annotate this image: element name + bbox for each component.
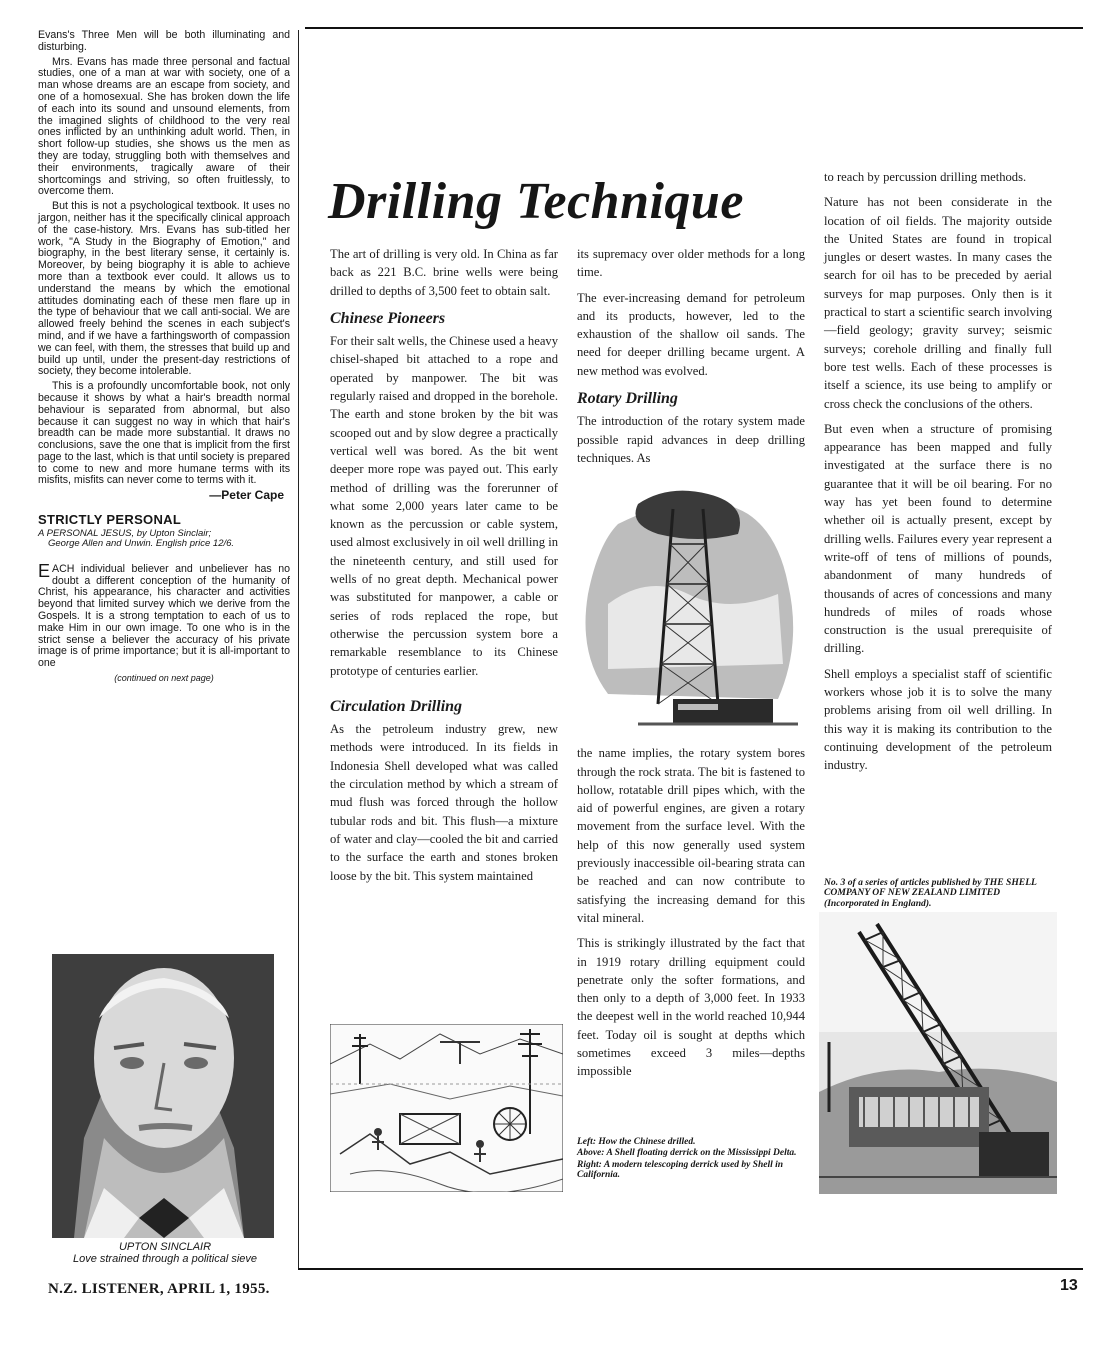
article-paragraph: the name implies, the rotary system bores through the rock strata. The bit is fastened to hollow, rotatable drill pipes which, with the aid of powerful engines, are given a rotary movement from the surface level. With the help of this now generally used system previously inaccessible oil-bearing strata can be reached and can now contribute to satisfying the increasing demand for this vital mineral.	[577, 746, 805, 925]
chinese-drilling-illustration	[330, 1024, 563, 1192]
article-column-3	[824, 168, 1052, 782]
portrait-caption-subtitle: Love strained through a political sieve	[72, 1253, 258, 1265]
floating-derrick-photo	[578, 484, 802, 744]
review-paragraph: This is a profoundly uncomfortable book, not only because it shows by what a hair's breadth normal behaviour is separated from abnormal, but also because it can suggest no way in which that hair's breadth can be made more substantial. It draws no conclusions, save the one that is implicit from the first page to the last, which is that until society is prepared to come to new and more humane terms with its misfits, misfits can never come to terms with it.	[38, 380, 290, 487]
photo-captions	[577, 1137, 807, 1181]
subheading-rotary-drilling: Rotary Drilling	[577, 390, 678, 408]
caption-label: Above:	[577, 1148, 605, 1159]
drop-cap: E	[38, 560, 51, 581]
article-paragraph: The ever-increasing demand for petroleum and its products, however, led to the exhaustion of the shallow oil sands. The need for deeper drilling became urgent. A new method was evolved.	[577, 290, 805, 378]
article-paragraph: As the petroleum industry grew, new methods were introduced. In its fields in Indonesia Shell developed what was called the circulation method by which a stream of mud flush was forced through the hollow tubular rods and bit. This flush—a mixture of water and clay—cooled the bit and carried to the surface the earth and stones broken loose by the bit. This system maintained	[330, 722, 558, 883]
article-paragraph: Shell employs a specialist staff of scientific workers whose job it is to solve the many problems arising from oil well drilling. In this way it is making its contribution to the continuing development of the petroleum industry.	[824, 666, 1052, 773]
review-paragraph: But this is not a psychological textbook. It uses no jargon, neither has it the specifically clinical approach of the case-history. Mrs. Evans has sub-titled her work, "A Study in the Biography of Emotion," and biography, in the best literary sense, it certainly is. Moreover, by being biography it is able to achieve more than a textbook ever could. It allows us to understand the means by which the emotional attitudes dominating each of these men flare up in the type of behaviour that we call anti-social. We are allowed freely behind the scenes in each subject's mind, and if we have a farthingsworth of compassion we can feel, with them, the stresses that build up and build up until, under the present-day restrictions of society, they become intolerable.	[38, 200, 290, 378]
series-note: No. 3 of a series of articles published by THE SHELL COMPANY OF NEW ZEALAND LIMITED (Incorporated in England).	[824, 877, 1037, 909]
article-column-1	[330, 245, 558, 892]
article-paragraph: to reach by percussion drilling methods.	[824, 170, 1027, 184]
bottom-rule	[298, 1268, 1083, 1270]
review-paragraph: Mrs. Evans has made three personal and factual studies, one of a man at war with society, one of a man whose dreams are an escape from society, and one of a homosexual. She has broken down the life of each into its sound and unsound elements, from the imagined slights of childhood to the very real ones inflicted by an unthinking adult world. Then, in short follow-up studies, she shows us the men as they are today, struggling both with themselves and their environments, tragically aware of their shortcomings and striving, so often fruitlessly, to overcome them.	[38, 55, 290, 198]
caption-text: A Shell floating derrick on the Mississippi Delta.	[606, 1148, 797, 1159]
portrait-caption-name: UPTON SINCLAIR	[118, 1241, 212, 1253]
caption-text: A modern telescoping derrick used by Shell in California.	[577, 1159, 784, 1180]
portrait-photo	[44, 948, 282, 1238]
article-title: Drilling Technique	[328, 173, 744, 230]
caption-text: How the Chinese drilled.	[598, 1137, 696, 1147]
article-paragraph: For their salt wells, the Chinese used a heavy chisel-shaped bit attached to a rope and operated by manpower. The bit was regularly raised and dropped in the borehole. The earth and stone broken by the bit was scooped out and by slow degree a practically vertical well was bored. As the bit went deeper more rope was payed out. This early method of drilling was the forerunner of what some 2,000 years later came to be known as the percussion or cable system, used almost exclusively in oil well drilling in the nineteenth century, and still used for wells of no great depth. Mechanical power was substituted for manpower, a cable or series of rods replaced the rope, but otherwise the percussion system bore a remarkable resemblance to its Chinese prototype of centuries earlier.	[330, 334, 558, 678]
publication-footer: N.Z. LISTENER, APRIL 1, 1955.	[48, 1281, 270, 1297]
caption-label: Left:	[577, 1137, 596, 1147]
article-paragraph: But even when a structure of promising appearance has been mapped and fully investigated at the surface there is no guarantee that it will be oil bearing. For no way has yet been found to determine whether oil is actually present, except by drilling wells. Failures every year represent a write-off of tens of millions of pounds, abandonment of many hundreds of thousands of acres of concessions and many hundreds of miles of roads whose construction is the usual prerequisite of drilling.	[824, 421, 1052, 656]
review-column	[38, 30, 290, 685]
continued-note: (continued on next page)	[114, 673, 214, 684]
column-rule	[298, 30, 299, 1268]
strictly-personal-body: ACH individual believer and unbeliever has no doubt a different conception of the humanity of Christ, his appearance, his character and activities beyond that limited survey which we derive from the Gospels. It is a strong temptation to each of us to make Him in our own image. To one who is in the strict sense a believer the accuracy of his private image is of prime importance; but it is all-important to one	[38, 562, 290, 670]
top-rule	[305, 27, 1083, 29]
caption-above	[577, 1148, 807, 1158]
subheading-circulation-drilling: Circulation Drilling	[330, 697, 463, 715]
book-reference	[38, 529, 290, 550]
article-paragraph: Nature has not been considerate in the location of oil fields. The majority outside the United States are found in tropical jungles or desert wastes. In many cases the search for oil has to be preceded by aerial surveys for map purposes. Only then is it practical to start a scientific search involving—field geology; gravity survey; seismic surveys; corehole drilling and finally full bore test wells. Each of these processes is itself a science, its use being to amplify or cross check the conclusions of the others.	[824, 195, 1052, 411]
caption-left	[577, 1137, 807, 1147]
review-paragraph: Evans's Three Men will be both illuminating and disturbing.	[38, 29, 290, 53]
reviewer-signoff: —Peter Cape	[209, 488, 284, 503]
telescoping-derrick-photo	[819, 912, 1057, 1194]
portrait-caption	[38, 1241, 292, 1265]
subheading-chinese-pioneers: Chinese Pioneers	[330, 309, 446, 327]
article-paragraph: its supremacy over older methods for a long time.	[577, 247, 805, 280]
caption-right	[577, 1160, 807, 1181]
page-number: 13	[1060, 1277, 1078, 1294]
caption-label: Right:	[577, 1159, 602, 1170]
book-reference-line: A PERSONAL JESUS, by Upton Sinclair;	[38, 527, 212, 539]
article-paragraph: This is strikingly illustrated by the fact that in 1919 rotary drilling equipment could penetrate only the softer formations, and then only to a depth of 3,000 feet. In 1933 the deepest well in the world reached 10,944 feet. Today oil is sought at depths which sometimes exceed 3 miles—depths impossible	[577, 936, 805, 1079]
section-heading-strictly-personal: STRICTLY PERSONAL	[38, 512, 182, 528]
strictly-personal-text	[38, 560, 290, 670]
article-paragraph: The introduction of the rotary system made possible rapid advances in deep drilling techniques. As	[577, 414, 805, 465]
book-reference-line: George Allen and Unwin. English price 12/6.	[48, 538, 235, 550]
article-intro: The art of drilling is very old. In China as far back as 221 B.C. brine wells were being drilled to depths of 3,500 feet to obtain salt.	[330, 247, 558, 298]
